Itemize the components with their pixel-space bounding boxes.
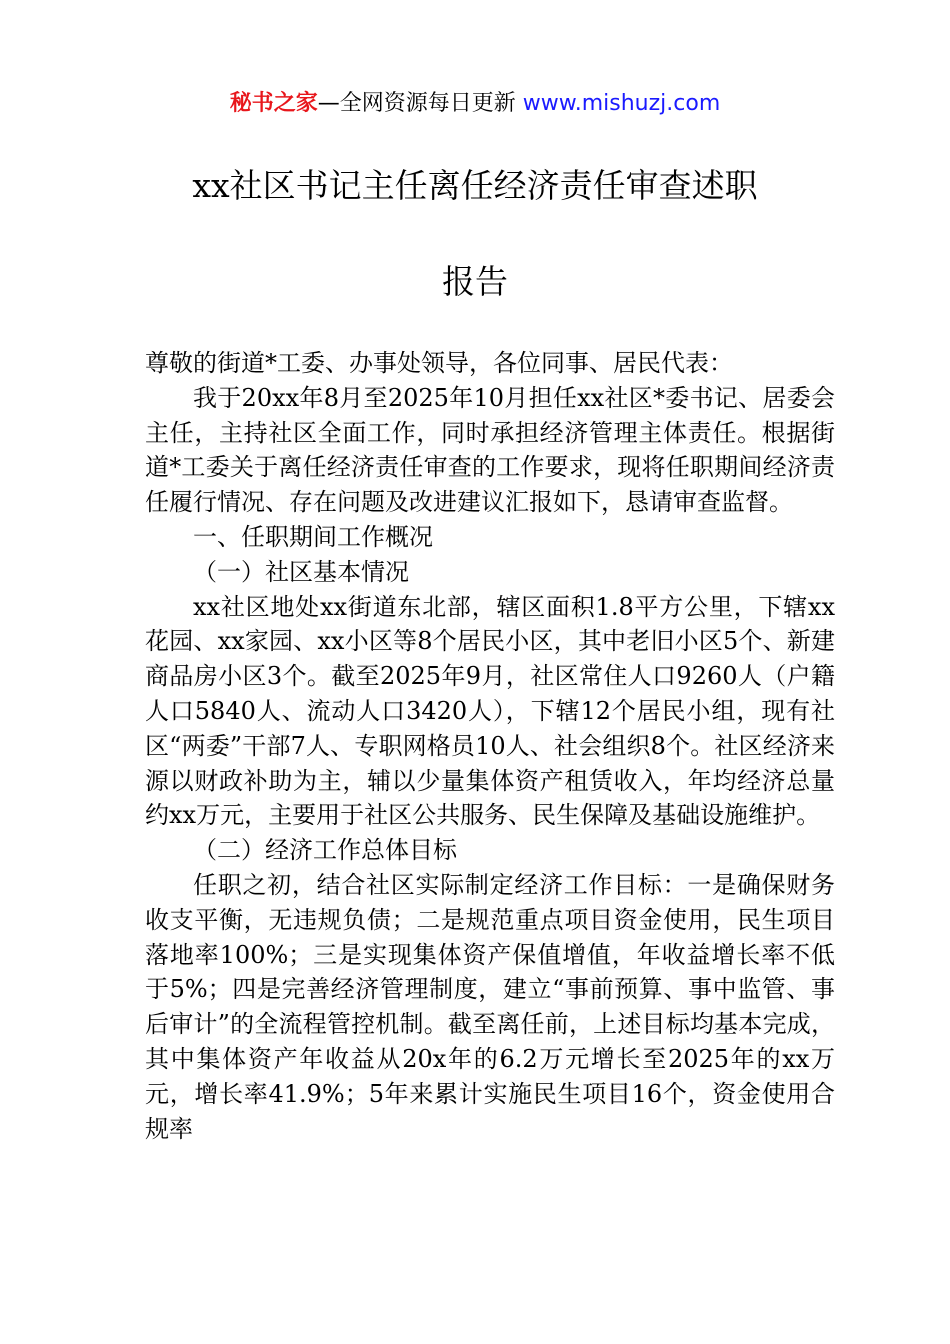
- intro-paragraph: 我于20xx年8月至2025年10月担任xx社区*委书记、居委会主任，主持社区全面工作，同时承担经济管理主体责任。根据街道*工委关于离任经济责任审查的工作要求，现将任职期间经济责任履行情况、存在问题及改进建议汇报如下，恳请审查监督。: [145, 383, 835, 517]
- subsection-heading-2: （二）经济工作总体目标: [193, 836, 457, 865]
- header-tagline: —全网资源每日更新: [317, 91, 523, 116]
- salutation: 尊敬的街道*工委、办事处领导，各位同事、居民代表：: [145, 349, 733, 377]
- subsection-2-paragraph: 任职之初，结合社区实际制定经济工作目标：一是确保财务收支平衡，无违规负债；二是规范重点项目资金使用，民生项目落地率100%；三是实现集体资产保值增值，年收益增长率不低于5%；四是完善经济管理制度，建立“事前预算、事中监管、事后审计”的全流程管控机制。截至离任前，上述目标均基本完成，其中集体资产年收益从20x年的6.2万元增长至2025年的xx万元，增长率41.9%；5年来累计实施民生项目16个，资金使用合规率: [145, 870, 835, 1143]
- site-url-link[interactable]: www.mishuzj.com: [522, 91, 721, 116]
- title-line-2: 报告: [442, 262, 508, 301]
- brand-name: 秘书之家: [229, 91, 318, 116]
- subsection-heading-1: （一）社区基本情况: [193, 557, 409, 586]
- document-body: [145, 346, 835, 1146]
- subsection-1-paragraph: xx社区地处xx街道东北部，辖区面积1.8平方公里，下辖xx花园、xx家园、xx小区等8个居民小区，其中老旧小区5个、新建商品房小区3个。截至2025年9月，社区常住人口9260人（户籍人口5840人、流动人口3420人），下辖12个居民小组，现有社区“两委”干部7人、专职网格员10人、社会组织8个。社区经济来源以财政补助为主，辅以少量集体资产租赁收入，年均经济总量约xx万元，主要用于社区公共服务、民生保障及基础设施维护。: [145, 592, 835, 830]
- section-heading-1: 一、任职期间工作概况: [193, 522, 433, 551]
- document-title: [0, 160, 950, 352]
- title-line-1: xx社区书记主任离任经济责任审查述职: [192, 166, 758, 205]
- site-header: [0, 88, 950, 120]
